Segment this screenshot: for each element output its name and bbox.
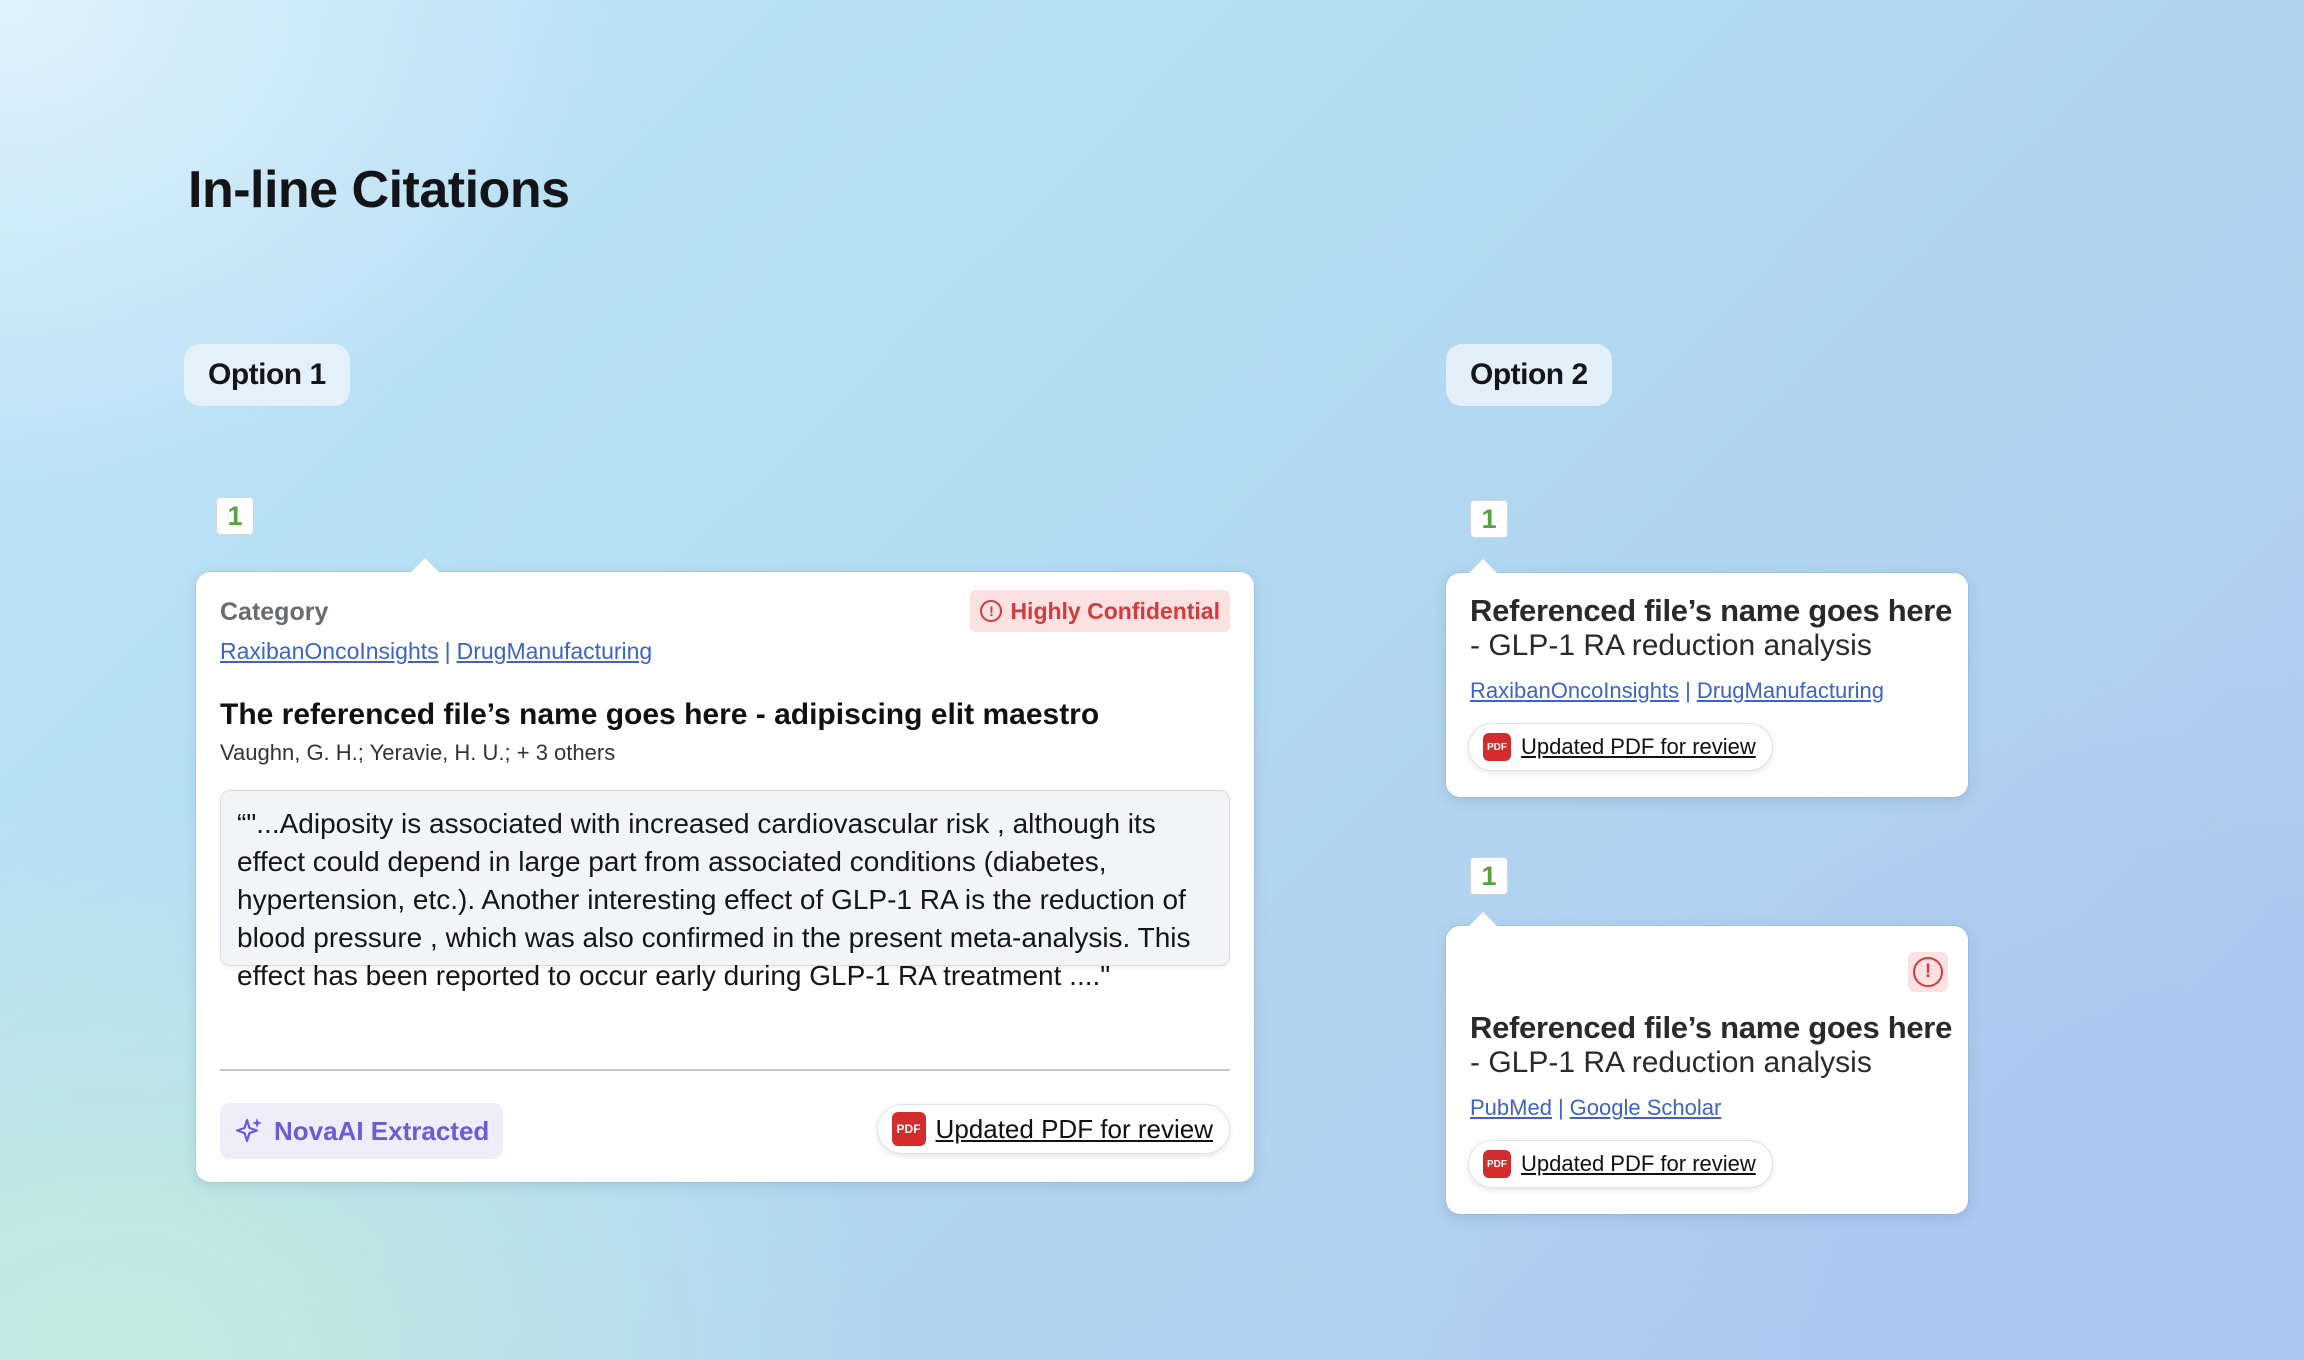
card-pointer [1468, 559, 1498, 574]
novaai-extracted-badge [220, 1103, 503, 1159]
category-label: Category [220, 598, 329, 626]
confidential-label: Highly Confidential [1010, 597, 1220, 624]
source-link-google-scholar[interactable]: Google Scholar [1569, 1095, 1722, 1120]
file-subtitle: - GLP-1 RA reduction analysis [1470, 1046, 1872, 1079]
card-pointer [410, 558, 440, 573]
updated-pdf-button[interactable] [1468, 723, 1773, 771]
card-pointer [1468, 912, 1498, 927]
citation-number-badge[interactable]: 1 [1470, 857, 1508, 895]
novaai-label: NovaAI Extracted [274, 1115, 490, 1146]
citation-card-detailed [196, 572, 1254, 1182]
sparkle-icon [234, 1116, 264, 1146]
pdf-file-icon: PDF [892, 1112, 926, 1146]
pdf-button-label: Updated PDF for review [935, 1113, 1213, 1144]
citation-number-badge[interactable]: 1 [1470, 500, 1508, 538]
alert-circle-icon: ! [1913, 957, 1943, 987]
link-separator: | [444, 638, 451, 664]
referenced-file-title[interactable]: The referenced file’s name goes here - adipiscing elit maestro [220, 698, 1100, 731]
alert-circle-icon: ! [980, 600, 1002, 622]
highly-confidential-badge [970, 590, 1230, 632]
source-links [1470, 1095, 1721, 1121]
pdf-button-label: Updated PDF for review [1521, 734, 1756, 759]
citation-card-compact-confidential [1446, 926, 1968, 1214]
pdf-file-icon: PDF [1483, 1150, 1511, 1178]
updated-pdf-button[interactable] [1468, 1140, 1773, 1188]
citation-number-badge[interactable]: 1 [216, 497, 254, 535]
pdf-button-label: Updated PDF for review [1521, 1151, 1756, 1176]
excerpt-quote: “"...Adiposity is associated with increased cardiovascular risk , although its effect could depend in large part from associated conditions (diabetes, hypertension, etc.). Another interesting effect of GLP-1 RA is the reduction of blood pressure , which was also confirmed in the present meta-analysis. This effect has been reported to occur early during GLP-1 RA treatment ...." [220, 790, 1230, 966]
category-link-raxiban[interactable]: RaxibanOncoInsights [1470, 678, 1680, 703]
source-link-pubmed[interactable]: PubMed [1470, 1095, 1552, 1120]
updated-pdf-button[interactable] [877, 1104, 1230, 1154]
confidential-alert-badge [1908, 952, 1948, 992]
citation-card-compact [1446, 573, 1968, 797]
category-link-drugmanufacturing[interactable]: DrugManufacturing [456, 638, 653, 664]
category-link-drugmanufacturing[interactable]: DrugManufacturing [1696, 678, 1884, 703]
option-1-label: Option 1 [184, 344, 350, 406]
page-title: In-line Citations [188, 161, 570, 219]
category-link-raxiban[interactable]: RaxibanOncoInsights [220, 638, 439, 664]
referenced-file-title[interactable]: Referenced file’s name goes here [1470, 593, 1953, 628]
pdf-file-icon: PDF [1483, 733, 1511, 761]
card-divider [220, 1069, 1230, 1071]
link-separator: | [1685, 678, 1691, 703]
authors-line: Vaughn, G. H.; Yeravie, H. U.; + 3 others [220, 740, 616, 765]
category-links [1470, 678, 1884, 704]
file-subtitle: - GLP-1 RA reduction analysis [1470, 629, 1872, 662]
category-links [220, 638, 652, 665]
link-separator: | [1557, 1095, 1564, 1120]
option-2-label: Option 2 [1446, 344, 1612, 406]
referenced-file-title[interactable]: Referenced file’s name goes here [1470, 1010, 1953, 1045]
